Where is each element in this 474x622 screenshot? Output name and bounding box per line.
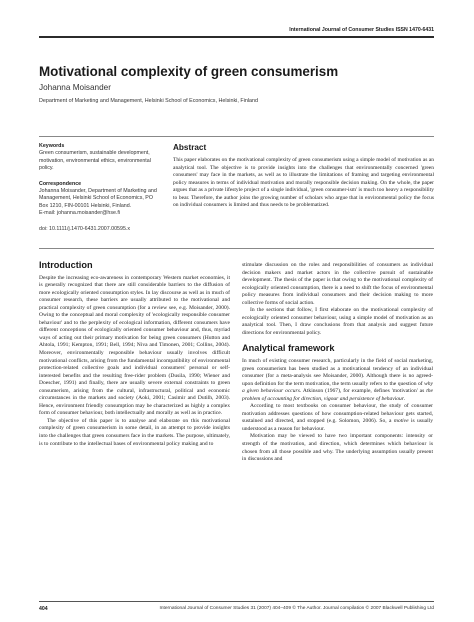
keywords: Green consumerism, sustainable development, motivation, environmental ethics, environmental policy. [39, 150, 151, 172]
analytical-paragraph: Motivation may be viewed to have two important components: intensity or strength of the motivation, and direction, which determines which behaviour is chosen from all those possible and why. The underlying assumption usually present in discussions and [242, 433, 433, 463]
introduction-heading: Introduction [39, 260, 93, 270]
body-column-left [39, 262, 230, 448]
footer-citation: International Journal of Consumer Studies 31 (2007) 404–409 © The Author. Journal compilation © 2007 Blackwell Publishing Ltd [159, 606, 434, 611]
author-affiliation: Department of Marketing and Management, Helsinki School of Economics, Helsinki, Finland [39, 98, 259, 104]
abstract [173, 143, 434, 210]
introduction-paragraph: Despite the increasing eco-awareness in contemporary Western market economies, it is generally recognized that there are still considerable barriers to the diffusion of more ecologically oriented consumption styles. In lay discourse as well as in much of consumer research, these barriers are usually attributed to the motivational and practical complexity of green consumption (for a review see, e.g. Moisander, 2000). Owing to the conceptual and moral complexity of 'ecologically responsible consumer behaviour' and to the perplexity of ecological information, different consumers have different conceptions of ecologically oriented consumer behaviour and, thus, myriad ways of acting out their primary motivation for being green consumers (Hutton and Ahtola, 1991; Kempton, 1991; Bell, 1994; Niva and Timonen, 2001; Collins, 2004). Moreover, environmentally responsible behaviour usually involves difficult motivational conflicts, arising from the fundamental incompatibility of environmental protection-related collective goals and individual consumers' personal or self-interested benefits and the resulting free-rider problem (Dusila, 1990; Wiener and Doescher, 1991) and finally, there are usually severe external constraints to green consumerism, arising from the cultural, infrastructural, political and economic circumstances in the markets and society (Aoki, 2001; Casimir and Dutilh, 2003). Hence, environment friendly consumption may be characterized as highly a complex form of consumer behaviour, both intellectually and morally as well as in practice. [39, 274, 230, 417]
header-divider [39, 136, 434, 137]
analytical-framework-heading: Analytical framework [242, 343, 335, 354]
introduction-paragraph: In the sections that follow, I first elaborate on the motivational complexity of ecologically oriented consumer behaviour, using a simple model of motivation as an analytical tool. Then, I draw conclusions from that analysis and suggest future directions for environmental policy. [242, 307, 433, 336]
introduction-paragraph: The objective of this paper is to analyse and elaborate on this motivational complexity of green consumerism in some detail, in an attempt to provide insights into the challenges that green consumers face in the markets. The purpose, ultimately, is to contribute to the intellectual bases of environmental policy making and to [39, 417, 230, 447]
correspondence-heading: Correspondence [39, 180, 82, 187]
abstract-divider [39, 248, 434, 249]
article-metadata [39, 143, 159, 233]
body-column-right [242, 262, 433, 464]
author-name: Johanna Moisander [39, 83, 111, 92]
top-rule [39, 36, 434, 38]
analytical-paragraph: According to most textbooks on consumer behaviour, the study of consumer motivation addresses questions of how consumption-related behaviour gets started, sustained and directed, and stopped (e.g. Solomon, 2006). So, a motive is usually understood as a reason for behaviour. [242, 403, 433, 432]
doi: doi: 10.1111/j.1470-6431.2007.00595.x [39, 225, 131, 232]
paper-title: Motivational complexity of green consumerism [39, 64, 339, 79]
page-number: 404 [39, 606, 48, 612]
journal-header: International Journal of Consumer Studies ISSN 1470-6431 [289, 27, 434, 33]
correspondence-email: E-mail: johanna.moisander@hse.fi [39, 210, 121, 217]
correspondence-address: Johanna Moisander, Department of Marketing and Management, Helsinki School of Economics, PO Box 1210, FIN-00101 Helsinki, Finland. [39, 188, 157, 209]
analytical-paragraph: In much of existing consumer research, particularly in the field of social marketing, green consumerism has been studied as a motivational tendency of an individual consumer (for a meta-analysis see Moisander, 2000). Although there is no agreed-upon definition for the term motivation, the term usually refers to the question of why a given behaviour occurs. Atkinson (1967), for example, defines 'motivation' as the problem of accounting for direction, vigour and persistence of behaviour. [242, 358, 433, 402]
abstract-heading: Abstract [173, 143, 207, 152]
abstract-text: This paper elaborates on the motivational complexity of green consumerism using a simple model of motivation as an analytical tool. The objective is to provide insights into the challenges that environmentally concerned 'green consumers' may face in the markets, as well as to illustrate the limitations of framing and targeting environmental policy measures in terms of individual motivation and morally responsible decision making. On the whole, the paper argues that as a private lifestyle project of a single individual, 'green consumer-ism' is much too heavy a responsibility to bear. Therefore, the author joins the growing number of scholars who argue that in environmental policy the focus on individual consumers is limited and thus needs to be problematized. [173, 157, 434, 208]
introduction-paragraph: stimulate discussion on the roles and responsibilities of consumers as individual decision makers and market actors in the collective pursuit of sustainable development. The thesis of the paper is that owing to the motivational complexity of ecologically oriented consumption, there is a need to shift the focus of environmental policy measures from individual consumers and their decision making to more collective forms of social action. [242, 262, 433, 306]
footer-rule [39, 601, 434, 602]
keywords-heading: Keywords [39, 143, 65, 149]
